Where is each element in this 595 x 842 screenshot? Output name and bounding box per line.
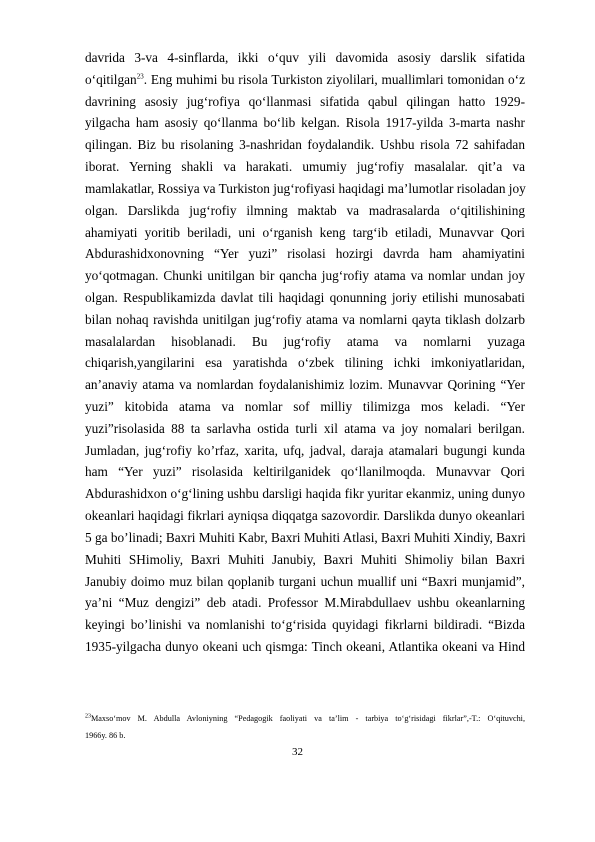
text-line: yilgacha ham asosiy qo‘llanma bo‘lib kelgan. Risola 1917-yilda 3-marta nashr: [85, 115, 525, 131]
text-line: okeanlari haqidagi fikrlari ayniqsa diqqatga sazovordir. Darslikda dunyo okeanlari: [85, 508, 525, 524]
text-line: qilingan. Biz bu risolaning 3-nashridan foydalandik. Ushbu risola 72 sahifadan: [85, 137, 525, 153]
text-line: davrida 3-va 4-sinflarda, ikki o‘quv yili davomida asosiy darslik sifatida: [85, 50, 525, 65]
footnote-marker: 23: [85, 713, 91, 720]
page-number: 32: [292, 746, 303, 758]
text-fragment: o‘qitilgan: [85, 71, 137, 87]
text-line: yo‘qotmagan. Chunki unitilgan bir qancha jug‘rofiy atama va nomlar undan joy: [85, 268, 525, 284]
text-line: ham “Yer yuzi” risolasida keltirilganidek qo‘llanilmoqda. Munavvar Qori: [85, 464, 525, 480]
text-line: Janubiy doimo muz bilan qoplanib turgani uchun muallif uni “Baxri munjamid”,: [85, 573, 525, 589]
text-line: Jumladan, jug‘rofiy ko’rfaz, xarita, ufq, jadval, daraja atamalari bugungi kunda: [85, 442, 525, 458]
body-text: [85, 47, 525, 658]
text-line: masalalardan hisoblanadi. Bu jug‘rofiy atama va nomlarni yuzaga: [85, 333, 525, 349]
text-line: chiqarish,yangilarini esa yaratishda o‘zbek tilining ichki imkoniyatlaridan,: [85, 355, 525, 371]
text-line: [85, 69, 525, 91]
text-line: davrining asosiy jug‘rofiya qo‘llanmasi sifatida qabul qilingan hatto 1929-: [85, 93, 525, 109]
text-line: 1935-yilgacha dunyo okeani uch qismga: Tinch okeani, Atlantika okeani va Hind: [85, 638, 525, 654]
text-fragment: . Eng muhimi bu risola Turkiston ziyolilari, muallimlari tomonidan o‘z: [143, 71, 525, 87]
text-line: olgan. Darslikda jug‘rofiy ilmning maktab va madrasalarda o‘qitilishining: [85, 202, 525, 218]
footnote-text: Maxsо‘mov M. Abdulla Avloniyning “Pedagogik faoliyati va ta’lim - tarbiya to‘g‘risidagi fikrlar”,-T.: O‘qituvchi,: [91, 714, 525, 723]
text-line: 5 ga bo’linadi; Baxri Muhiti Kabr, Baxri Muhiti Atlasi, Baxri Muhiti Xindiy, Baxri: [85, 529, 526, 545]
text-line: mamlakatlar, Rossiya va Turkiston jug‘rofiyasi haqidagi ma’lumotlar risoladan joy: [85, 180, 526, 196]
text-line: ya’ni “Muz dengizi” deb atadi. Professor M.Mirabdullaev ushbu okeanlarning: [85, 595, 525, 611]
text-line: yuzi” kitobida atama va nomlar sof milliy tilimizga mos keladi. “Yer: [85, 399, 525, 414]
footnote-line: 1966y. 86 b.: [85, 731, 126, 740]
text-line: Abdurashidxonovning “Yer yuzi” risolasi hozirgi davrda ham ahamiyatini: [85, 246, 525, 262]
text-line: an’anaviy atama va nomlardan foydalanishimiz lozim. Munavvar Qorining “Yer: [85, 377, 525, 393]
text-line: Muhiti SHimoliy, Baxri Muhiti Janubiy, Baxri Muhiti Shimoliy bilan Baxri: [85, 551, 525, 567]
text-line: yuzi”risolasida 88 ta sarlavha ostida turli xil atama va joy nomalari berilgan.: [85, 420, 525, 436]
text-line: bilan nohaq ravishda unitilgan jug‘rofiy atama va nomlarni qayta tiklash dolzarb: [85, 311, 525, 327]
text-line: iborat. Yerning shakli va harakati. umumiy jug‘rofiy masalalar. qit’a va: [85, 159, 525, 175]
footnote-reference[interactable]: 23: [136, 72, 144, 81]
text-line: ahamiyati yoritib beriladi, uni o‘rganish keng targ‘ib etiladi, Munavvar Qori: [85, 224, 525, 240]
text-line: olgan. Respublikamizda davlat tili haqidagi qonunning joriy etilishi munosabati: [85, 289, 525, 305]
text-line: Abdurashidxon o‘g‘lining ushbu darsligi haqida fikr yuritar ekanmiz, uning dunyo: [85, 486, 525, 502]
footnote: [85, 710, 525, 744]
text-line: keyingi bo’linishi va nomlanishi to‘g‘risida quyidagi fikrlarni bildiradi. “Bizda: [85, 617, 525, 633]
footnote-line: [85, 710, 525, 727]
